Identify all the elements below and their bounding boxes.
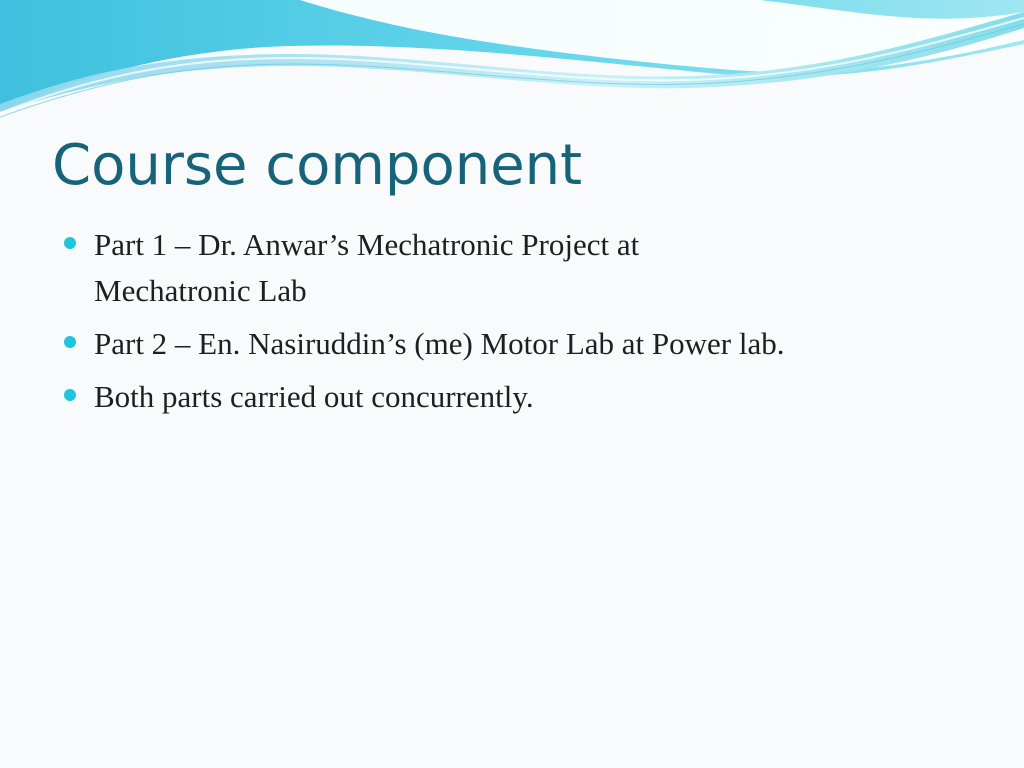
slide-title: Course component — [52, 133, 583, 198]
bullet-list — [58, 222, 978, 427]
bullet-item — [58, 222, 978, 314]
bullet-dot-icon — [64, 389, 76, 401]
bullet-text: Part 1 – Dr. Anwar’s Mechatronic Project at Mechatronic Lab — [94, 227, 640, 308]
bullet-dot-icon — [64, 237, 76, 249]
wave-header-decoration — [0, 0, 1024, 130]
bullet-item — [58, 321, 978, 367]
bullet-text: Part 2 – En. Nasiruddin’s (me) Motor Lab at Power lab. — [94, 326, 785, 361]
bullet-dot-icon — [64, 336, 76, 348]
bullet-text: Both parts carried out concurrently. — [94, 379, 534, 414]
bullet-item — [58, 374, 978, 420]
